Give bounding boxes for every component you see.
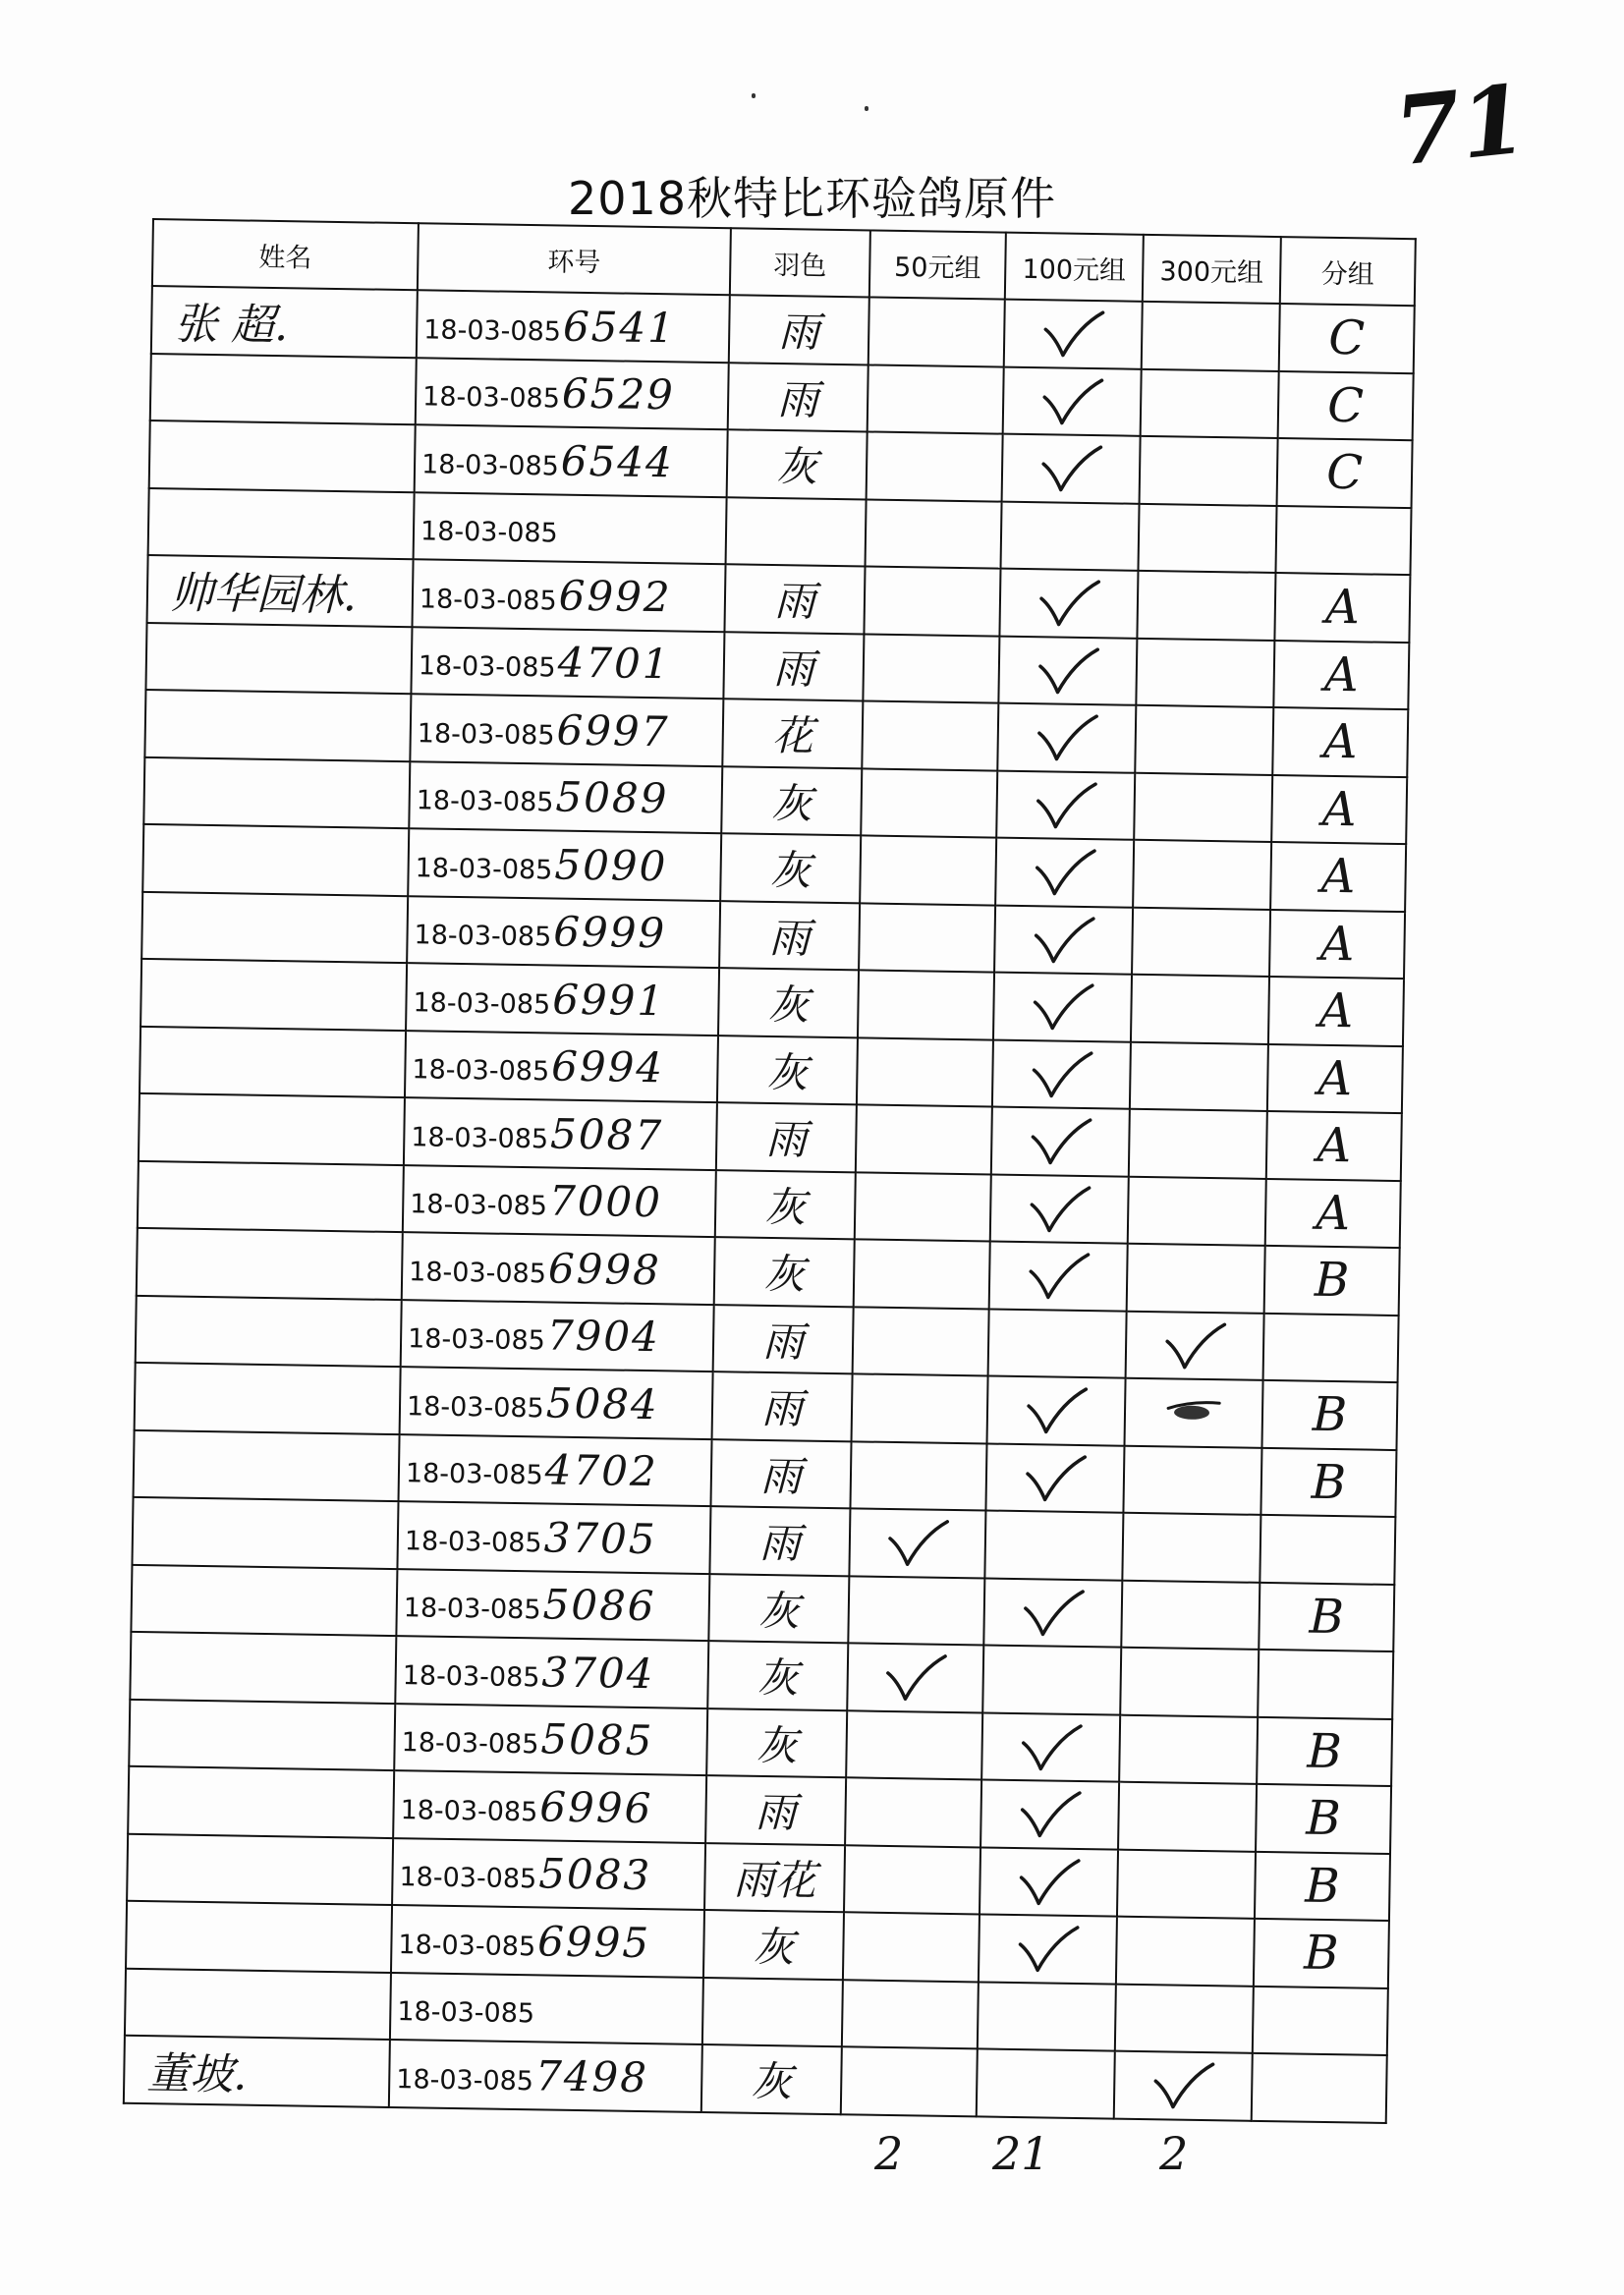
feather-color-cell <box>702 1978 843 2047</box>
owner-name-cell <box>129 1699 395 1770</box>
totals-row <box>0 2127 1624 2206</box>
owner-name-cell <box>148 487 415 559</box>
group-50-check-cell <box>855 1172 991 1242</box>
group-letter-cell <box>1275 506 1411 576</box>
ring-suffix: 5089 <box>555 772 669 823</box>
group-letter-cell: A <box>1265 1178 1401 1248</box>
ring-prefix: 18-03-085 <box>402 1659 540 1694</box>
ring-number-cell <box>393 1770 706 1842</box>
group-300-check-cell <box>1117 1849 1256 1919</box>
checkmark-icon <box>1024 1452 1088 1504</box>
ring-number-cell <box>410 694 723 765</box>
group-letter-cell <box>1263 1313 1399 1382</box>
group-50-check-cell <box>852 1373 988 1443</box>
feather-color-cell <box>726 497 867 567</box>
group-50-check-cell <box>858 970 994 1039</box>
ring-prefix: 18-03-085 <box>406 1390 544 1425</box>
ring-number-cell <box>407 896 720 968</box>
group-50-check-cell <box>843 1912 980 1982</box>
group-letter-cell: B <box>1255 1851 1390 1921</box>
feather-color-cell: 雨 <box>728 363 868 432</box>
group-100-check-cell <box>1002 434 1141 504</box>
group-50-check-cell <box>866 499 1002 569</box>
ring-number-cell <box>408 828 721 900</box>
group-100-check-cell <box>1003 366 1142 436</box>
group-50-check-cell <box>864 566 1000 636</box>
group-300-check-cell <box>1132 907 1270 977</box>
ring-suffix: 6544 <box>560 436 675 487</box>
group-100-check-cell <box>978 1982 1116 2051</box>
ring-prefix: 18-03-085 <box>397 1996 535 2030</box>
group-letter-cell: C <box>1277 438 1413 508</box>
ring-number-cell <box>389 2040 702 2111</box>
group-100-check-cell <box>1001 501 1140 571</box>
group-50-check-cell <box>861 768 997 838</box>
ring-suffix <box>536 1985 537 2033</box>
ring-suffix: 3705 <box>543 1513 657 1563</box>
group-100-check-cell <box>980 1847 1118 1917</box>
checkmark-icon <box>1017 1856 1081 1908</box>
group-300-check-cell <box>1119 1714 1258 1784</box>
feather-color-cell: 灰 <box>727 429 868 499</box>
group-letter-cell: C <box>1279 304 1415 373</box>
owner-name-cell <box>128 1766 394 1838</box>
group-300-check-cell <box>1121 1580 1260 1650</box>
group-100-check-cell <box>1004 300 1143 369</box>
group-letter-cell: B <box>1259 1582 1394 1651</box>
ring-prefix: 18-03-085 <box>398 1929 536 1963</box>
owner-name-cell: 张 超. <box>151 286 418 358</box>
group-letter-cell: B <box>1264 1246 1400 1315</box>
group-300-check-cell <box>1123 1445 1261 1515</box>
feather-color-cell: 雨 <box>724 564 865 634</box>
ring-prefix: 18-03-085 <box>420 449 560 482</box>
group-100-check-cell <box>985 1443 1124 1513</box>
header-group: 分组 <box>1280 237 1416 306</box>
ring-prefix: 18-03-085 <box>410 1189 548 1222</box>
ring-number-cell <box>390 1973 703 2044</box>
form-title: 2018秋特比环验鸽原件 <box>567 172 1057 225</box>
ring-prefix: 18-03-085 <box>416 785 554 818</box>
group-300-check-cell <box>1114 2051 1253 2121</box>
feather-color-cell: 灰 <box>717 1036 858 1105</box>
scan-speck <box>865 106 868 111</box>
group-50-check-cell <box>853 1307 989 1376</box>
ring-prefix: 18-03-085 <box>415 853 553 886</box>
feather-color-cell: 雨 <box>719 901 860 971</box>
checkmark-icon <box>1016 1923 1080 1975</box>
owner-name-cell <box>139 1093 405 1165</box>
group-50-check-cell <box>857 1037 993 1107</box>
group-100-check-cell <box>991 1107 1130 1177</box>
ring-suffix: 5083 <box>537 1849 652 1900</box>
pigeon-ring-table <box>123 218 1417 2123</box>
feather-color-cell: 雨 <box>713 1305 854 1374</box>
feather-color-cell: 灰 <box>706 1708 847 1778</box>
ring-prefix: 18-03-085 <box>417 718 555 752</box>
group-300-check-cell <box>1125 1378 1263 1448</box>
total-50: 2 <box>874 2127 904 2180</box>
ring-prefix: 18-03-085 <box>404 1525 542 1559</box>
ring-suffix: 5087 <box>549 1109 664 1160</box>
checkmark-icon <box>1021 1587 1085 1639</box>
group-50-check-cell <box>863 634 999 703</box>
owner-name-cell <box>135 1363 401 1434</box>
ring-prefix: 18-03-085 <box>408 1256 547 1290</box>
feather-color-cell: 雨 <box>710 1439 851 1509</box>
checkmark-icon <box>886 1517 950 1569</box>
owner-name-cell <box>131 1564 397 1636</box>
group-50-check-cell <box>859 903 995 973</box>
ring-prefix: 18-03-085 <box>412 1054 550 1088</box>
owner-name-cell <box>134 1429 400 1501</box>
crossed-out-check-icon <box>1162 1393 1226 1433</box>
ring-number-cell <box>416 358 729 429</box>
ring-prefix: 18-03-085 <box>405 1458 543 1491</box>
owner-name-cell <box>144 690 411 761</box>
checkmark-icon <box>1027 1250 1091 1302</box>
checkmark-icon <box>1163 1319 1227 1371</box>
header-300: 300元组 <box>1143 235 1281 304</box>
group-300-check-cell <box>1131 975 1269 1044</box>
ring-number-cell <box>409 761 722 833</box>
checkmark-icon <box>1040 375 1104 427</box>
group-letter-cell: A <box>1269 909 1405 979</box>
feather-color-cell: 雨 <box>723 632 864 701</box>
group-letter-cell <box>1258 1650 1393 1719</box>
group-50-check-cell <box>847 1643 983 1712</box>
group-100-check-cell <box>987 1376 1126 1446</box>
ring-suffix: 6992 <box>558 571 673 622</box>
ring-number-cell <box>399 1434 712 1506</box>
group-50-check-cell <box>868 364 1004 434</box>
checkmark-icon <box>1028 1183 1092 1235</box>
group-300-check-cell <box>1115 1984 1254 2053</box>
ring-suffix: 6995 <box>536 1917 651 1967</box>
feather-color-cell: 灰 <box>721 766 862 836</box>
ring-suffix: 6998 <box>547 1244 662 1295</box>
ring-number-cell <box>397 1501 710 1573</box>
ring-suffix: 4701 <box>557 638 671 689</box>
checkmark-icon <box>1041 308 1105 360</box>
ring-suffix: 3704 <box>541 1648 655 1698</box>
ring-number-cell <box>391 1905 704 1977</box>
header-color: 羽色 <box>730 228 870 297</box>
feather-color-cell: 灰 <box>718 968 859 1037</box>
checkmark-icon <box>1029 1115 1092 1167</box>
ring-prefix: 18-03-085 <box>407 1323 546 1357</box>
group-50-check-cell <box>842 1980 979 2049</box>
feather-color-cell: 雨 <box>716 1102 857 1172</box>
group-300-check-cell <box>1130 1041 1268 1111</box>
ring-number-cell <box>415 424 728 496</box>
group-letter-cell <box>1260 1515 1395 1585</box>
feather-color-cell: 灰 <box>715 1170 856 1240</box>
total-300: 2 <box>1159 2127 1189 2180</box>
ring-number-cell <box>411 627 724 699</box>
ring-number-cell <box>401 1300 714 1371</box>
ring-prefix: 18-03-085 <box>400 1794 538 1828</box>
group-letter-cell: A <box>1267 1043 1403 1113</box>
group-300-check-cell <box>1135 705 1273 775</box>
ring-prefix: 18-03-085 <box>413 987 551 1021</box>
group-100-check-cell <box>993 973 1132 1042</box>
owner-name-cell <box>140 1026 406 1097</box>
checkmark-icon <box>1032 914 1095 966</box>
ring-prefix: 18-03-085 <box>421 381 561 415</box>
group-100-check-cell <box>990 1174 1129 1244</box>
group-100-check-cell <box>988 1309 1127 1378</box>
group-300-check-cell <box>1138 503 1276 573</box>
checkmark-icon <box>1031 980 1094 1033</box>
ring-suffix: 6991 <box>551 975 666 1026</box>
checkmark-icon <box>1037 577 1101 629</box>
ring-suffix: 7498 <box>534 2051 649 2101</box>
ring-number-cell <box>395 1636 708 1707</box>
group-300-check-cell <box>1122 1513 1260 1583</box>
group-letter-cell: B <box>1257 1716 1392 1786</box>
group-100-check-cell <box>977 2048 1115 2118</box>
ring-number-cell <box>406 963 719 1035</box>
group-100-check-cell <box>992 1039 1131 1109</box>
group-300-check-cell <box>1142 302 1280 371</box>
group-50-check-cell <box>845 1777 981 1847</box>
owner-name-cell <box>150 353 417 424</box>
header-ring: 环号 <box>418 223 731 295</box>
group-letter-cell: A <box>1271 774 1407 844</box>
group-letter-cell: C <box>1278 371 1414 441</box>
group-letter-cell <box>1252 2053 1387 2123</box>
group-letter-cell: B <box>1256 1784 1391 1854</box>
owner-name-cell <box>141 891 408 963</box>
header-name: 姓名 <box>152 219 419 290</box>
group-100-check-cell <box>989 1242 1128 1312</box>
ring-number-cell <box>402 1232 715 1304</box>
ring-number-cell <box>404 1097 717 1169</box>
ring-number-cell <box>396 1569 709 1641</box>
owner-name-cell <box>136 1295 402 1367</box>
feather-color-cell: 灰 <box>714 1237 855 1307</box>
ring-suffix: 7000 <box>548 1176 663 1227</box>
page-number: 71 <box>1389 63 1533 188</box>
owner-name-cell: 帅华园林. <box>147 555 414 627</box>
group-100-check-cell <box>980 1779 1119 1849</box>
checkmark-icon <box>1025 1384 1089 1436</box>
group-300-check-cell <box>1141 368 1279 438</box>
group-300-check-cell <box>1129 1109 1267 1179</box>
ring-suffix: 5090 <box>554 840 668 891</box>
group-100-check-cell <box>983 1578 1122 1648</box>
feather-color-cell: 雨 <box>712 1371 853 1441</box>
checkmark-icon <box>1034 779 1097 831</box>
owner-name-cell <box>149 420 416 492</box>
group-300-check-cell <box>1120 1648 1259 1717</box>
ring-number-cell <box>405 1031 718 1102</box>
ring-prefix: 18-03-085 <box>401 1727 539 1761</box>
feather-color-cell: 灰 <box>707 1641 848 1710</box>
ring-prefix: 18-03-085 <box>420 516 558 549</box>
group-100-check-cell <box>979 1914 1117 1984</box>
group-50-check-cell <box>848 1576 984 1646</box>
group-300-check-cell <box>1134 772 1272 842</box>
ring-suffix: 7904 <box>546 1311 661 1362</box>
group-300-check-cell <box>1136 638 1274 707</box>
checkmark-icon <box>1151 2059 1215 2111</box>
ring-prefix: 18-03-085 <box>414 920 552 953</box>
feather-color-cell: 灰 <box>708 1574 849 1644</box>
header-100: 100元组 <box>1005 233 1144 302</box>
ring-number-cell <box>414 492 727 564</box>
ring-prefix: 18-03-085 <box>411 1122 549 1155</box>
ring-suffix: 6541 <box>562 302 677 353</box>
checkmark-icon <box>883 1651 947 1704</box>
group-100-check-cell <box>998 636 1137 705</box>
group-50-check-cell <box>860 835 996 905</box>
feather-color-cell: 雨 <box>705 1775 846 1845</box>
group-300-check-cell <box>1118 1782 1257 1852</box>
group-300-check-cell <box>1140 436 1278 506</box>
group-300-check-cell <box>1127 1244 1265 1314</box>
feather-color-cell: 灰 <box>703 1910 844 1980</box>
group-50-check-cell <box>856 1104 992 1174</box>
owner-name-cell <box>127 1833 393 1905</box>
group-50-check-cell <box>862 700 998 770</box>
ring-suffix <box>559 504 560 552</box>
ring-number-cell <box>400 1367 713 1438</box>
feather-color-cell: 灰 <box>701 2044 842 2114</box>
ring-suffix: 5084 <box>545 1378 660 1428</box>
ring-suffix: 6999 <box>552 907 667 958</box>
ring-number-cell <box>394 1704 707 1775</box>
owner-name-cell <box>138 1160 404 1232</box>
checkmark-icon <box>1039 442 1103 494</box>
group-letter-cell: B <box>1260 1447 1396 1517</box>
owner-name-cell <box>132 1497 398 1569</box>
group-letter-cell: A <box>1270 842 1406 912</box>
group-50-check-cell <box>841 2046 978 2116</box>
owner-name-cell <box>126 1901 392 1973</box>
checkmark-icon <box>1018 1788 1082 1840</box>
group-50-check-cell <box>844 1845 980 1915</box>
group-letter-cell: A <box>1274 573 1410 643</box>
checkmark-icon <box>1030 1048 1093 1100</box>
total-100: 21 <box>992 2127 1050 2180</box>
group-letter-cell: A <box>1266 1111 1402 1181</box>
group-300-check-cell <box>1128 1176 1266 1246</box>
ring-number-cell <box>417 290 730 362</box>
ring-prefix: 18-03-085 <box>418 650 556 684</box>
ring-number-cell <box>403 1165 716 1237</box>
checkmark-icon <box>1035 711 1098 763</box>
scan-speck <box>752 93 756 98</box>
group-letter-cell: A <box>1272 707 1408 777</box>
checkmark-icon <box>1036 644 1099 697</box>
group-letter-cell: B <box>1254 1919 1389 1988</box>
ring-suffix: 5085 <box>540 1714 654 1765</box>
feather-color-cell: 雨 <box>729 295 869 364</box>
owner-name-cell <box>143 756 410 828</box>
ring-prefix: 18-03-085 <box>423 314 562 348</box>
group-50-check-cell <box>849 1508 985 1578</box>
group-50-check-cell <box>867 431 1003 501</box>
ring-prefix: 18-03-085 <box>403 1593 541 1626</box>
owner-name-cell <box>140 959 407 1031</box>
ring-number-cell <box>413 559 726 631</box>
header-50: 50元组 <box>869 230 1006 299</box>
group-100-check-cell <box>999 569 1138 639</box>
checkmark-icon <box>1033 846 1096 898</box>
feather-color-cell: 花 <box>722 699 863 768</box>
ring-prefix: 18-03-085 <box>396 2063 534 2098</box>
owner-name-cell <box>125 1968 391 2040</box>
group-letter-cell <box>1253 1986 1388 2055</box>
group-300-check-cell <box>1133 840 1271 910</box>
group-50-check-cell <box>854 1239 990 1309</box>
ring-suffix: 4702 <box>544 1445 659 1496</box>
group-100-check-cell <box>996 770 1135 840</box>
group-100-check-cell <box>984 1510 1123 1580</box>
group-100-check-cell <box>997 703 1136 773</box>
ring-suffix: 6994 <box>550 1041 665 1092</box>
group-100-check-cell <box>995 838 1134 908</box>
checkmark-icon <box>1019 1721 1083 1773</box>
ring-prefix: 18-03-085 <box>399 1862 537 1895</box>
group-letter-cell: A <box>1268 977 1404 1046</box>
owner-name-cell <box>145 622 412 694</box>
ring-suffix: 6996 <box>539 1782 653 1832</box>
ring-suffix: 6529 <box>561 368 676 420</box>
group-100-check-cell <box>982 1645 1121 1714</box>
feather-color-cell: 雨 <box>709 1506 850 1576</box>
group-300-check-cell <box>1116 1917 1255 1987</box>
owner-name-cell: 董坡. <box>124 2036 390 2107</box>
group-300-check-cell <box>1126 1311 1264 1380</box>
owner-name-cell <box>130 1632 396 1704</box>
group-100-check-cell <box>994 905 1133 975</box>
ring-prefix: 18-03-085 <box>419 584 557 617</box>
ring-number-cell <box>392 1838 705 1910</box>
group-50-check-cell <box>846 1710 982 1780</box>
group-letter-cell: A <box>1273 640 1409 709</box>
group-100-check-cell <box>981 1712 1120 1782</box>
ring-suffix: 5086 <box>542 1580 656 1631</box>
group-50-check-cell <box>868 297 1005 366</box>
group-300-check-cell <box>1137 571 1275 641</box>
owner-name-cell <box>137 1228 403 1300</box>
feather-color-cell: 雨花 <box>704 1843 845 1913</box>
feather-color-cell: 灰 <box>720 833 861 903</box>
owner-name-cell <box>142 824 409 896</box>
ring-suffix: 6997 <box>556 705 670 756</box>
group-letter-cell: B <box>1261 1380 1397 1450</box>
group-50-check-cell <box>850 1441 986 1511</box>
